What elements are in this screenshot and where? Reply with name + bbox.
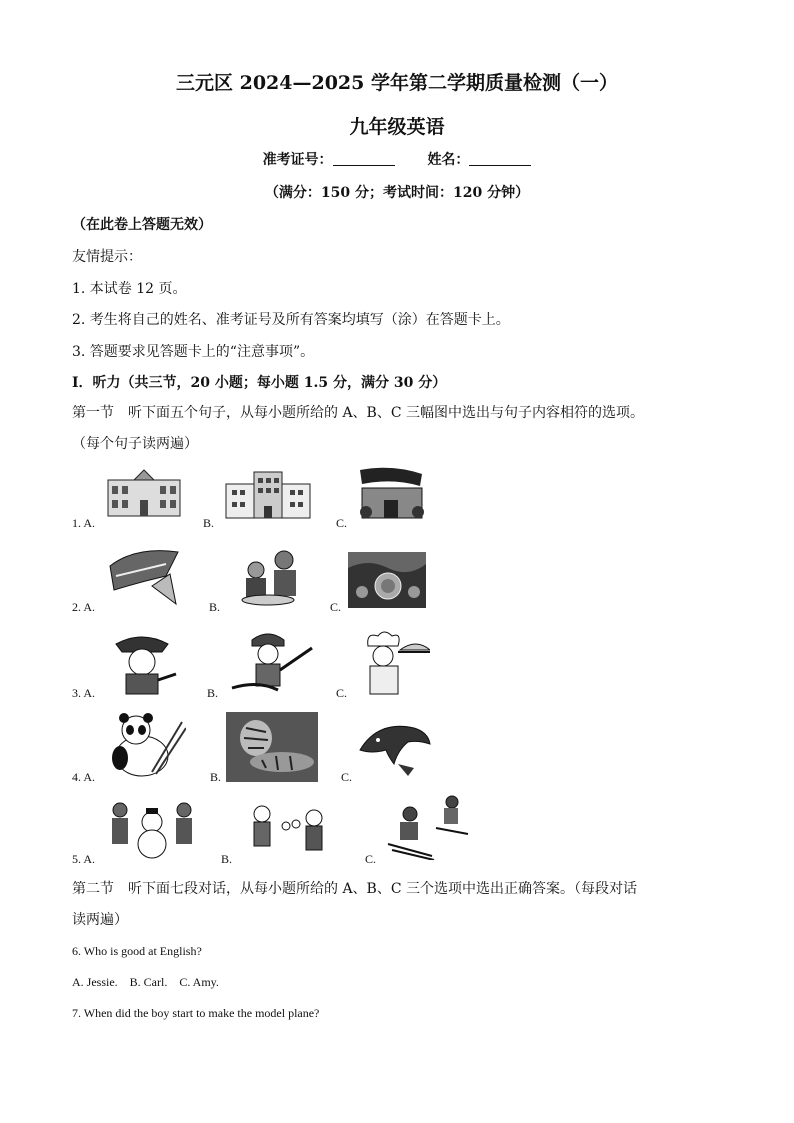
skiing-icon bbox=[386, 794, 470, 860]
score-info: （满分：150 分；考试时间：120 分钟） bbox=[264, 185, 530, 201]
tip-3: 3. 答题要求见答题卡上的“注意事项”。 bbox=[72, 344, 315, 360]
dolphin-icon bbox=[358, 720, 432, 778]
chef-icon bbox=[354, 630, 430, 696]
q4-option-b: B. bbox=[210, 770, 222, 784]
part1-instruction-cont: （每个句子读两遍） bbox=[72, 436, 198, 452]
exam-no-blank bbox=[333, 151, 395, 166]
zongzi-icon bbox=[106, 546, 184, 608]
restaurant-icon bbox=[356, 466, 428, 522]
q6-option-c: C. Amy. bbox=[179, 975, 219, 989]
family-dinner-icon bbox=[232, 548, 304, 608]
q3-option-a: 3. A. bbox=[72, 686, 96, 700]
name-label: 姓名： bbox=[427, 152, 470, 168]
question-7: 7. When did the boy start to make the model plane? bbox=[72, 1006, 320, 1020]
snowball-fight-icon bbox=[242, 802, 336, 862]
q5-option-b: B. bbox=[221, 852, 233, 866]
school-building-icon bbox=[106, 466, 182, 518]
snowman-icon bbox=[106, 796, 198, 860]
q2-option-b: B. bbox=[209, 600, 221, 614]
q1-option-c: C. bbox=[336, 516, 348, 530]
q6-option-a: A. Jessie. bbox=[72, 975, 118, 989]
q2-option-a: 2. A. bbox=[72, 600, 96, 614]
tips-label: 友情提示： bbox=[72, 249, 142, 265]
q6-option-b: B. Carl. bbox=[129, 975, 168, 989]
panda-icon bbox=[106, 712, 186, 778]
invalid-note: （在此卷上答题无效） bbox=[72, 217, 212, 233]
name-blank bbox=[469, 151, 531, 166]
part1-instruction: 第一节 听下面五个句子，从每小题所给的 A、B、C 三幅图中选出与句子内容相符的选项。 bbox=[72, 405, 645, 421]
q5-option-c: C. bbox=[365, 852, 377, 866]
q1-option-a: 1. A. bbox=[72, 516, 96, 530]
section-heading: Ⅰ．听力（共三节，20 小题；每小题 1.5 分，满分 30 分） bbox=[72, 375, 447, 391]
q5-option-a: 5. A. bbox=[72, 852, 96, 866]
q4-option-c: C. bbox=[341, 770, 353, 784]
q1-option-b: B. bbox=[203, 516, 215, 530]
tiger-icon bbox=[226, 712, 318, 782]
question-6-options bbox=[72, 975, 219, 990]
candidate-info bbox=[0, 149, 794, 169]
q3-option-b: B. bbox=[207, 686, 219, 700]
q3-option-c: C. bbox=[336, 686, 348, 700]
part2-instruction-cont: 读两遍） bbox=[72, 912, 128, 928]
police-officer-icon bbox=[106, 630, 180, 696]
firefighter-icon bbox=[228, 628, 314, 696]
tip-1: 1. 本试卷 12 页。 bbox=[72, 281, 187, 297]
part2-instruction: 第二节 听下面七段对话，从每小题所给的 A、B、C 三个选项中选出正确答案。（每段对话 bbox=[72, 881, 638, 897]
mooncake-icon bbox=[348, 552, 426, 608]
question-6: 6. Who is good at English? bbox=[72, 944, 202, 958]
exam-title: 三元区 2024—2025 学年第二学期质量检测（一） bbox=[176, 72, 618, 94]
q4-option-a: 4. A. bbox=[72, 770, 96, 784]
q2-option-c: C. bbox=[330, 600, 342, 614]
exam-subtitle: 九年级英语 bbox=[349, 116, 445, 138]
office-building-icon bbox=[224, 468, 312, 520]
exam-no-label: 准考证号： bbox=[262, 152, 333, 168]
tip-2: 2. 考生将自己的姓名、准考证号及所有答案均填写（涂）在答题卡上。 bbox=[72, 312, 510, 328]
